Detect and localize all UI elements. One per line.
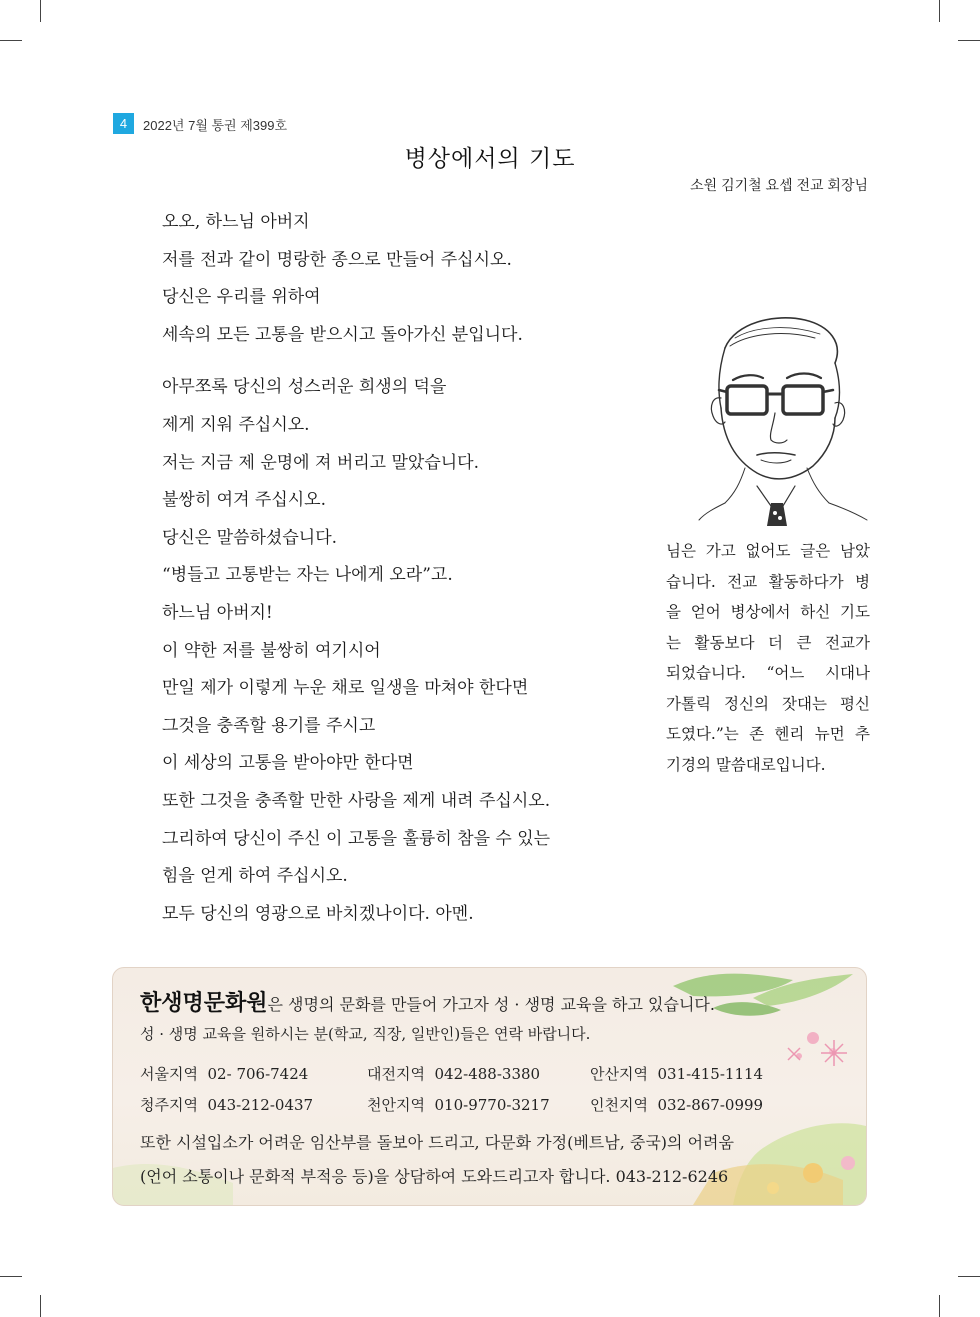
contact-item — [367, 1094, 590, 1115]
poem-line: “병들고 고통받는 자는 나에게 오라”고. — [162, 565, 453, 586]
note-line: 을 얻어 병상에서 하신 기도 — [666, 603, 870, 621]
crop-mark — [40, 1295, 41, 1317]
contact-region: 안산지역 — [590, 1065, 648, 1083]
poem-line: 모두 당신의 영광으로 바치겠나이다. 아멘. — [162, 903, 474, 924]
poem-line: 당신은 말씀하셨습니다. — [162, 527, 338, 548]
note-line: 도였다.”는 존 헨리 뉴먼 추 — [666, 725, 870, 743]
note-line: 습니다. 전교 활동하다가 병 — [666, 572, 870, 591]
author-portrait — [695, 308, 870, 526]
note-line: 님은 가고 없어도 글은 남았 — [666, 542, 870, 560]
note-line: 되었습니다. “어느 시대나 — [666, 664, 870, 682]
contact-item — [590, 1063, 763, 1084]
poem-line: 그것을 충족할 용기를 주시고 — [162, 715, 376, 736]
contact-phone[interactable]: 032-867-0999 — [657, 1096, 764, 1114]
contact-item — [140, 1094, 367, 1115]
contact-row — [140, 1094, 763, 1115]
poem-line: 아무쪼록 당신의 성스러운 희생의 덕을 — [162, 377, 447, 398]
poem-line: 그리하여 당신이 주신 이 고통을 훌륭히 참을 수 있는 — [162, 828, 551, 849]
page-number: 4 — [113, 113, 134, 134]
ad-counsel-line: (언어 소통이나 문화적 부적응 등)을 상담하여 도와드리고자 합니다. 043-212-6246 — [140, 1167, 729, 1186]
org-name: 한생명문화원 — [140, 990, 268, 1016]
ad-education-line: 성 · 생명 교육을 원하시는 분(학교, 직장, 일반인)들은 연락 바랍니다. — [140, 1025, 591, 1043]
contact-region: 서울지역 — [140, 1065, 198, 1083]
poem-line: 불쌍히 여겨 주십시오. — [162, 490, 327, 511]
author-note — [666, 536, 870, 780]
crop-mark — [40, 0, 41, 22]
poem-line: 세속의 모든 고통을 받으시고 돌아가신 분입니다. — [162, 324, 523, 345]
contact-phone[interactable]: 010-9770-3217 — [434, 1096, 550, 1114]
contact-phone[interactable]: 02- 706-7424 — [207, 1065, 309, 1083]
note-line: 기경의 말씀대로입니다. — [666, 755, 826, 774]
contact-region: 청주지역 — [140, 1096, 198, 1114]
stanza-gap — [162, 354, 642, 369]
poem-line: 오오, 하느님 아버지 — [162, 212, 310, 232]
poem-line: 또한 그것을 충족할 만한 사랑을 제게 내려 주십시오. — [162, 790, 551, 811]
note-line: 는 활동보다 더 큰 전교가 — [666, 633, 870, 652]
poem-line: 저는 지금 제 운명에 져 버리고 말았습니다. — [162, 452, 480, 473]
note-line: 가톨릭 정신의 잣대는 평신 — [666, 694, 870, 713]
contact-item — [367, 1063, 590, 1084]
poem-line: 저를 전과 같이 명랑한 종으로 만들어 주십시오. — [162, 249, 512, 270]
byline: 소원 김기철 요셉 전교 회장님 — [690, 177, 868, 193]
contact-region: 천안지역 — [367, 1096, 425, 1114]
ad-intro-text: 은 생명의 문화를 만들어 가고자 성 · 생명 교육을 하고 있습니다. — [267, 995, 715, 1014]
poem-line: 당신은 우리를 위하여 — [162, 287, 321, 308]
ad-intro — [140, 986, 715, 1017]
poem-line: 이 세상의 고통을 받아야만 한다면 — [162, 753, 414, 774]
page-title: 병상에서의 기도 — [404, 146, 576, 172]
crop-mark — [939, 1295, 940, 1317]
crop-mark — [958, 1276, 980, 1277]
contact-region: 인천지역 — [590, 1096, 648, 1114]
contact-region: 대전지역 — [367, 1065, 425, 1083]
contact-phone[interactable]: 042-488-3380 — [434, 1065, 541, 1083]
crop-mark — [0, 40, 22, 41]
poem-line: 이 약한 저를 불쌍히 여기시어 — [162, 640, 381, 661]
poem-line: 제게 지워 주십시오. — [162, 414, 310, 435]
poem — [162, 204, 642, 933]
contact-item — [140, 1063, 367, 1084]
crop-mark — [958, 40, 980, 41]
ad-support-line: 또한 시설입소가 어려운 임산부를 돌보아 드리고, 다문화 가정(베트남, 중국)의 어려움 — [140, 1133, 734, 1152]
contact-item — [590, 1094, 763, 1115]
contact-phone[interactable]: 031-415-1114 — [657, 1065, 764, 1083]
issue-label: 2022년 7월 통권 제399호 — [143, 118, 288, 133]
ad-box — [112, 967, 867, 1206]
contact-row — [140, 1063, 763, 1084]
poem-line: 만일 제가 이렇게 누운 채로 일생을 마쳐야 한다면 — [162, 678, 529, 699]
poem-line: 힘을 얻게 하여 주십시오. — [162, 866, 348, 887]
crop-mark — [939, 0, 940, 22]
contact-phone[interactable]: 043-212-0437 — [207, 1096, 314, 1114]
poem-line: 하느님 아버지! — [162, 602, 273, 623]
crop-mark — [0, 1276, 22, 1277]
